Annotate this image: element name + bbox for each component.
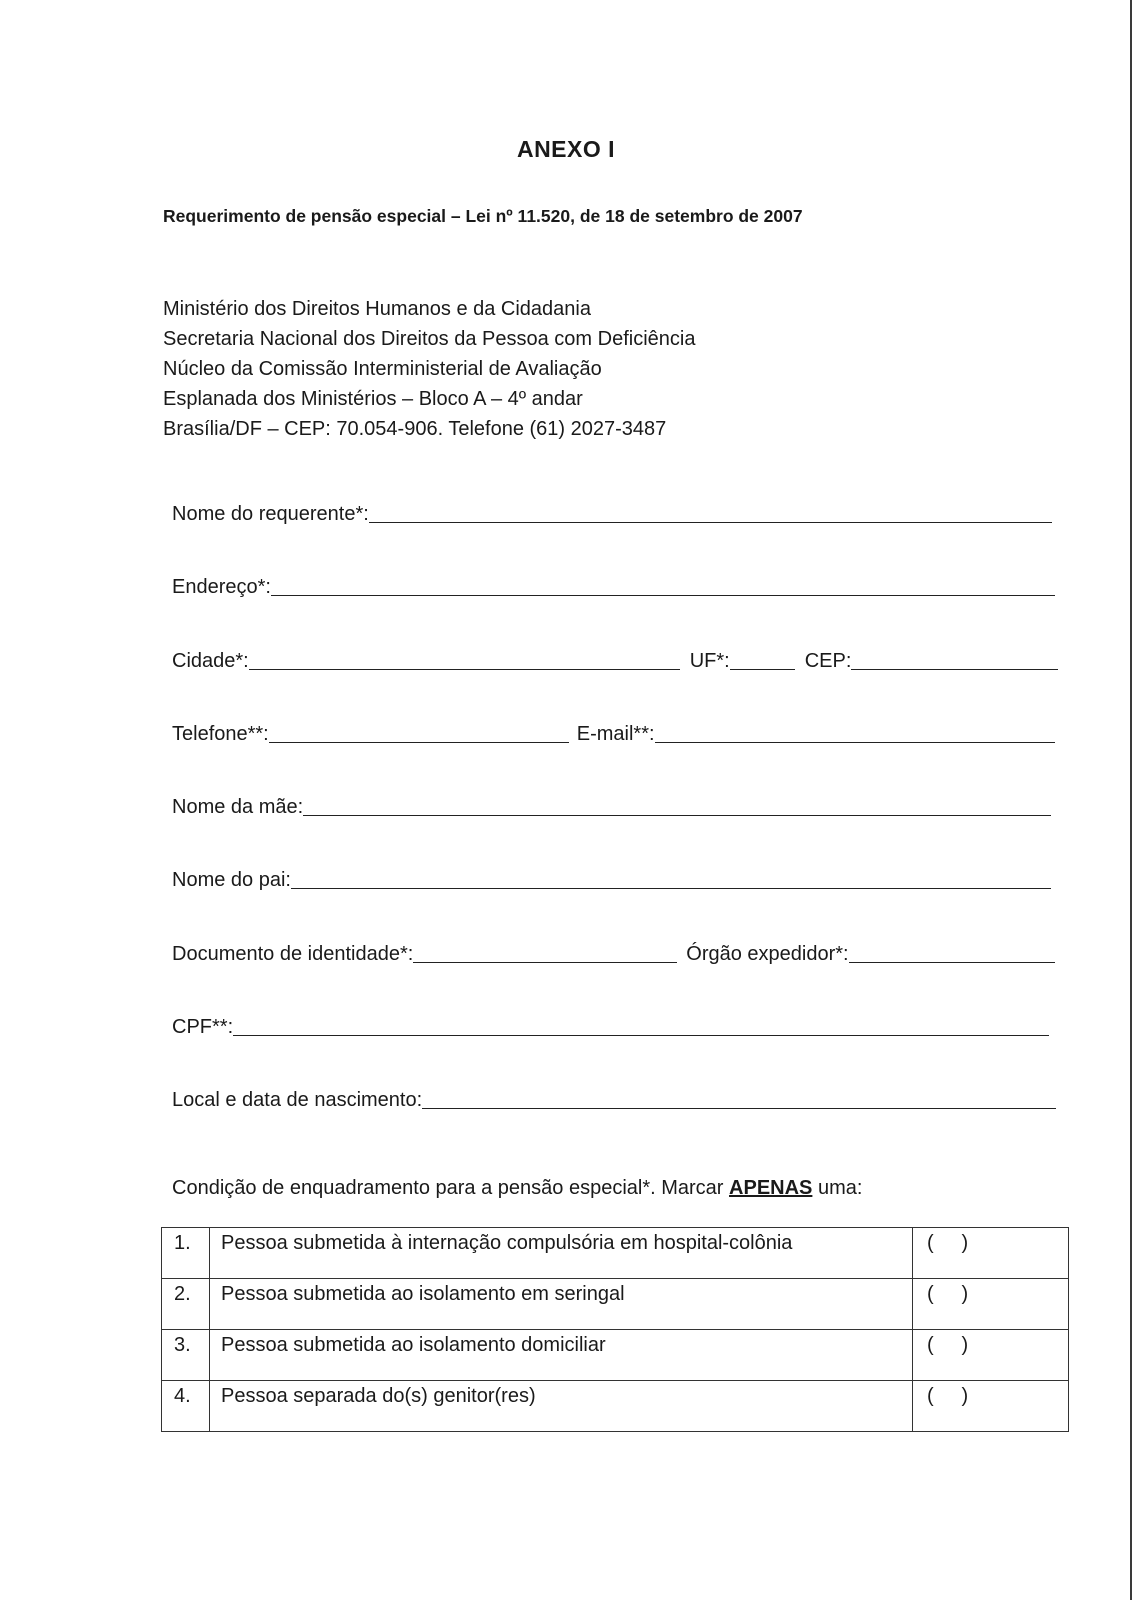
input-line-nome-requerente[interactable]	[369, 500, 1052, 523]
label-cidade: Cidade*:	[172, 650, 249, 672]
field-nome-mae	[172, 789, 1051, 819]
input-line-uf[interactable]	[730, 647, 795, 670]
condition-options-table	[161, 1227, 1069, 1432]
field-cidade-uf-cep	[172, 643, 1058, 673]
table-row	[162, 1381, 1069, 1432]
label-cep: CEP:	[804, 650, 852, 672]
field-endereco	[172, 569, 1055, 599]
label-cpf: CPF**:	[172, 1016, 234, 1038]
field-documento-orgao	[172, 936, 1055, 966]
label-email: E-mail**:	[576, 723, 655, 745]
field-telefone-email	[172, 716, 1055, 746]
label-local-data-nascimento: Local e data de nascimento:	[172, 1089, 423, 1111]
option-text: Pessoa submetida ao isolamento em seringal	[210, 1279, 913, 1330]
input-line-cpf[interactable]	[233, 1013, 1049, 1036]
address-line-ministry: Ministério dos Direitos Humanos e da Cidadania	[163, 298, 591, 320]
condition-instruction	[172, 1177, 862, 1200]
option-number: 1.	[162, 1228, 210, 1279]
option-number: 3.	[162, 1330, 210, 1381]
label-uf: UF*:	[689, 650, 730, 672]
option-checkbox[interactable]: ( )	[913, 1381, 1069, 1432]
table-row	[162, 1279, 1069, 1330]
label-nome-pai: Nome do pai:	[172, 869, 291, 891]
field-local-data-nascimento	[172, 1082, 1056, 1112]
label-documento: Documento de identidade*:	[172, 943, 414, 965]
address-line-city-phone: Brasília/DF – CEP: 70.054-906. Telefone (61) 2027-3487	[163, 418, 667, 440]
option-number: 2.	[162, 1279, 210, 1330]
option-checkbox[interactable]: ( )	[913, 1228, 1069, 1279]
table-row	[162, 1330, 1069, 1381]
input-line-documento[interactable]	[413, 940, 677, 963]
input-line-cidade[interactable]	[249, 647, 680, 670]
input-line-local-data-nascimento[interactable]	[422, 1086, 1056, 1109]
option-text: Pessoa submetida à internação compulsória em hospital-colônia	[210, 1228, 913, 1279]
document-title: ANEXO I	[516, 136, 616, 162]
field-nome-requerente	[172, 496, 1052, 526]
document-subtitle: Requerimento de pensão especial – Lei nº 11.520, de 18 de setembro de 2007	[163, 206, 803, 226]
input-line-nome-pai[interactable]	[291, 866, 1051, 889]
label-nome-requerente: Nome do requerente*:	[172, 503, 369, 525]
option-number: 4.	[162, 1381, 210, 1432]
field-nome-pai	[172, 862, 1051, 892]
option-checkbox[interactable]: ( )	[913, 1330, 1069, 1381]
input-line-nome-mae[interactable]	[303, 793, 1051, 816]
label-nome-mae: Nome da mãe:	[172, 796, 304, 818]
option-text: Pessoa separada do(s) genitor(res)	[210, 1381, 913, 1432]
label-endereco: Endereço*:	[172, 576, 271, 598]
condition-text-after: uma:	[812, 1177, 863, 1199]
label-orgao: Órgão expedidor*:	[686, 943, 849, 965]
condition-text-before: Condição de enquadramento para a pensão especial*. Marcar	[172, 1177, 730, 1199]
condition-emphasis: APENAS	[729, 1177, 813, 1199]
field-cpf	[172, 1009, 1049, 1039]
address-line-street: Esplanada dos Ministérios – Bloco A – 4º andar	[163, 388, 583, 410]
option-checkbox[interactable]: ( )	[913, 1279, 1069, 1330]
input-line-email[interactable]	[655, 720, 1055, 743]
address-line-nucleus: Núcleo da Comissão Interministerial de Avaliação	[163, 358, 602, 380]
input-line-cep[interactable]	[851, 647, 1058, 670]
table-row	[162, 1228, 1069, 1279]
input-line-orgao[interactable]	[849, 940, 1055, 963]
recipient-address	[163, 294, 695, 444]
option-text: Pessoa submetida ao isolamento domiciliar	[210, 1330, 913, 1381]
label-telefone: Telefone**:	[172, 723, 269, 745]
address-line-secretariat: Secretaria Nacional dos Direitos da Pessoa com Deficiência	[163, 328, 696, 350]
input-line-endereco[interactable]	[271, 573, 1055, 596]
input-line-telefone[interactable]	[269, 720, 569, 743]
